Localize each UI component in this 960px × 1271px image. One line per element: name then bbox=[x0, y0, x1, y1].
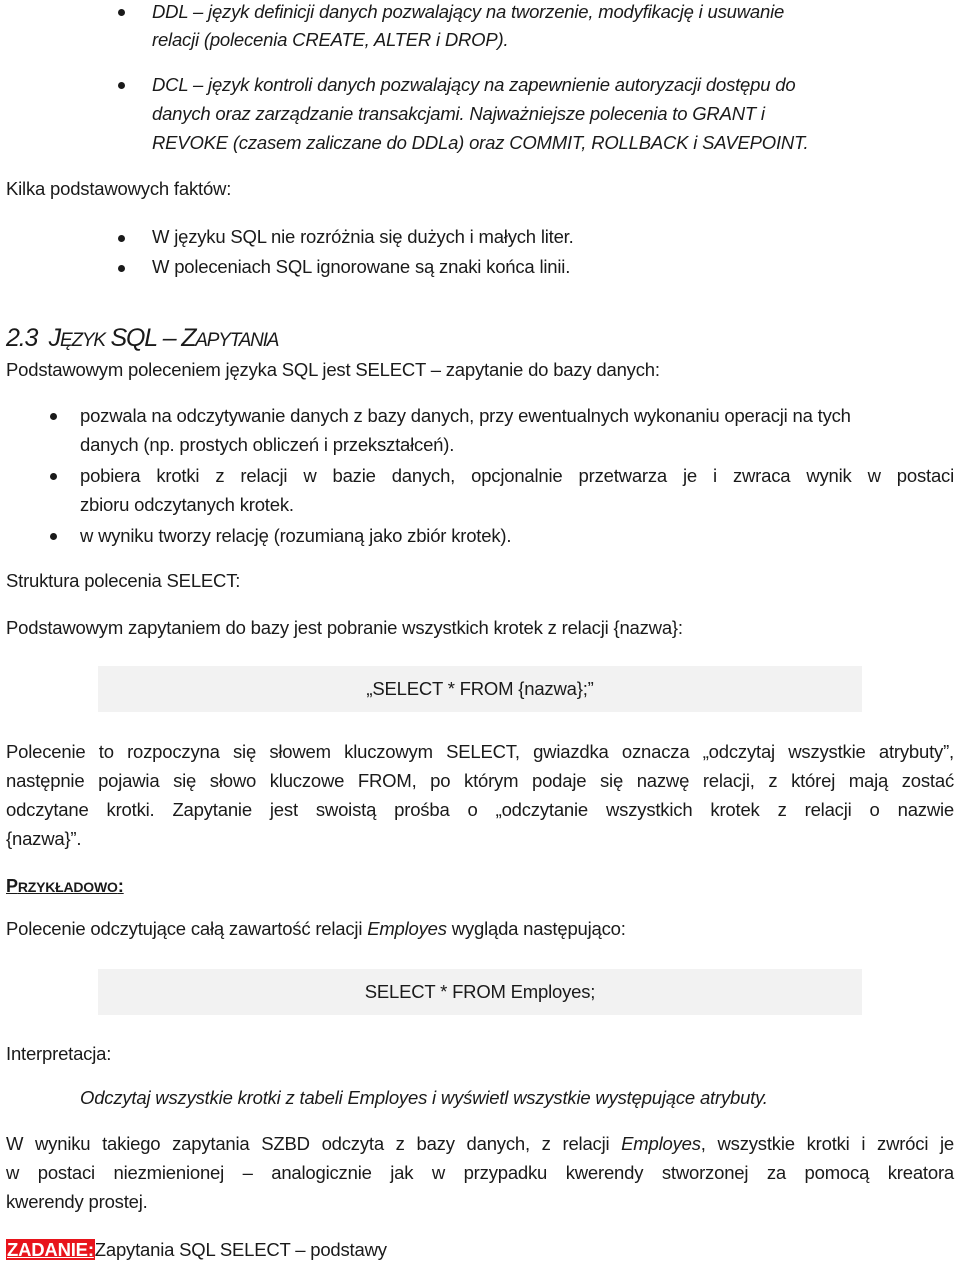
bullet-icon bbox=[50, 533, 57, 540]
example-intro bbox=[6, 915, 626, 943]
code-box-example bbox=[98, 969, 862, 1015]
interpretation-text: Odczytaj wszystkie krotki z tabeli Employes i wyświetl wszystkie występujące atrybuty. bbox=[80, 1087, 768, 1108]
interpretation-label: Interpretacja: bbox=[6, 1043, 112, 1064]
bullet-icon bbox=[118, 82, 125, 89]
code-basic-select: „SELECT * FROM {nazwa};” bbox=[366, 678, 594, 699]
bullet-icon bbox=[50, 473, 57, 480]
example-label-rest: RZYKŁADOWO bbox=[17, 879, 118, 895]
result-line-3: kwerendy prostej. bbox=[6, 1191, 148, 1212]
facts-label: Kilka podstawowych faktów: bbox=[6, 178, 232, 199]
ddl-line-2: relacji (polecenia CREATE, ALTER i DROP). bbox=[152, 29, 509, 50]
explanation-line-3: odczytane krotki. Zapytanie jest swoistą prośba o „odczytanie wszystkich krotek z relacji o nazwie bbox=[6, 799, 954, 820]
example-intro-before: Polecenie odczytujące całą zawartość relacji bbox=[6, 918, 368, 939]
explanation-line-2: następnie pojawia się słowo kluczowe FROM, po którym podaje się nazwę relacji, z której mają zostać bbox=[6, 770, 954, 791]
example-label-p: P bbox=[6, 876, 18, 896]
example-intro-relation: Employes bbox=[367, 918, 447, 939]
section-title-sql: SQL bbox=[110, 324, 157, 352]
section-title-z: Z bbox=[181, 324, 196, 352]
task-line bbox=[6, 1236, 387, 1264]
result-line-1-after: , wszystkie krotki i zwróci je bbox=[700, 1133, 954, 1154]
example-intro-after: wygląda następująco: bbox=[446, 918, 626, 939]
section-title-ezyk: ĘZYK bbox=[59, 330, 105, 351]
bullet-icon bbox=[118, 265, 125, 272]
example-label-colon: : bbox=[117, 875, 124, 896]
explanation-line-1: Polecenie to rozpoczyna się słowem kluczowym SELECT, gwiazdka oznacza „odczytaj wszystkie atrybuty”, bbox=[6, 741, 954, 762]
select-bullet-2-line-1: pobiera krotki z relacji w bazie danych, opcjonalnie przetwarza je i zwraca wynik w postaci bbox=[80, 465, 954, 486]
basic-query-intro: Podstawowym zapytaniem do bazy jest pobranie wszystkich krotek z relacji {nazwa}: bbox=[6, 617, 683, 638]
ddl-line-1: DDL – język definicji danych pozwalający na tworzenie, modyfikację i usuwanie bbox=[152, 1, 785, 22]
bullet-icon bbox=[118, 235, 125, 242]
task-link[interactable]: Zapytania SQL SELECT – podstawy bbox=[94, 1239, 387, 1260]
fact-item: W poleceniach SQL ignorowane są znaki końca linii. bbox=[152, 256, 571, 277]
code-example-select: SELECT * FROM Employes; bbox=[364, 981, 596, 1002]
dcl-line-1: DCL – język kontroli danych pozwalający na zapewnienie autoryzacji dostępu do bbox=[152, 74, 796, 95]
code-box-basic bbox=[98, 666, 862, 712]
structure-label: Struktura polecenia SELECT: bbox=[6, 570, 241, 591]
task-label: ZADANIE: bbox=[7, 1239, 94, 1260]
explanation-line-4: {nazwa}”. bbox=[6, 828, 82, 849]
result-line-1-relation: Employes bbox=[621, 1133, 701, 1154]
dcl-line-3: REVOKE (czasem zaliczane do DDLa) oraz COMMIT, ROLLBACK i SAVEPOINT. bbox=[152, 132, 809, 153]
select-bullet-2-line-2: zbioru odczytanych krotek. bbox=[80, 494, 294, 515]
section-title-j: J bbox=[48, 324, 60, 352]
result-line-2: w postaci niezmienionej – analogicznie jak w przypadku kwerendy stworzonej za pomocą kreatora bbox=[6, 1162, 954, 1183]
example-label bbox=[6, 872, 124, 901]
fact-item: W języku SQL nie rozróżnia się dużych i małych liter. bbox=[152, 226, 574, 247]
result-line-1-before: W wyniku takiego zapytania SZBD odczyta z bazy danych, z relacji bbox=[6, 1133, 622, 1154]
select-bullet-3-line-1: w wyniku tworzy relację (rozumianą jako zbiór krotek). bbox=[80, 525, 512, 546]
select-intro: Podstawowym poleceniem języka SQL jest SELECT – zapytanie do bazy danych: bbox=[6, 359, 660, 380]
dcl-line-2: danych oraz zarządzanie transakcjami. Najważniejsze polecenia to GRANT i bbox=[152, 103, 765, 124]
select-bullet-1-line-2: danych (np. prostych obliczeń i przekształceń). bbox=[80, 434, 455, 455]
section-number: 2.3 bbox=[6, 324, 38, 352]
section-title-apytania: APYTANIA bbox=[195, 330, 279, 351]
section-title-dash: – bbox=[162, 324, 176, 352]
section-heading bbox=[6, 322, 278, 357]
bullet-icon bbox=[118, 9, 125, 16]
select-bullet-1-line-1: pozwala na odczytywanie danych z bazy danych, przy ewentualnych wykonaniu operacji na tych bbox=[80, 405, 851, 426]
bullet-icon bbox=[50, 413, 57, 420]
result-line-1 bbox=[6, 1130, 954, 1158]
